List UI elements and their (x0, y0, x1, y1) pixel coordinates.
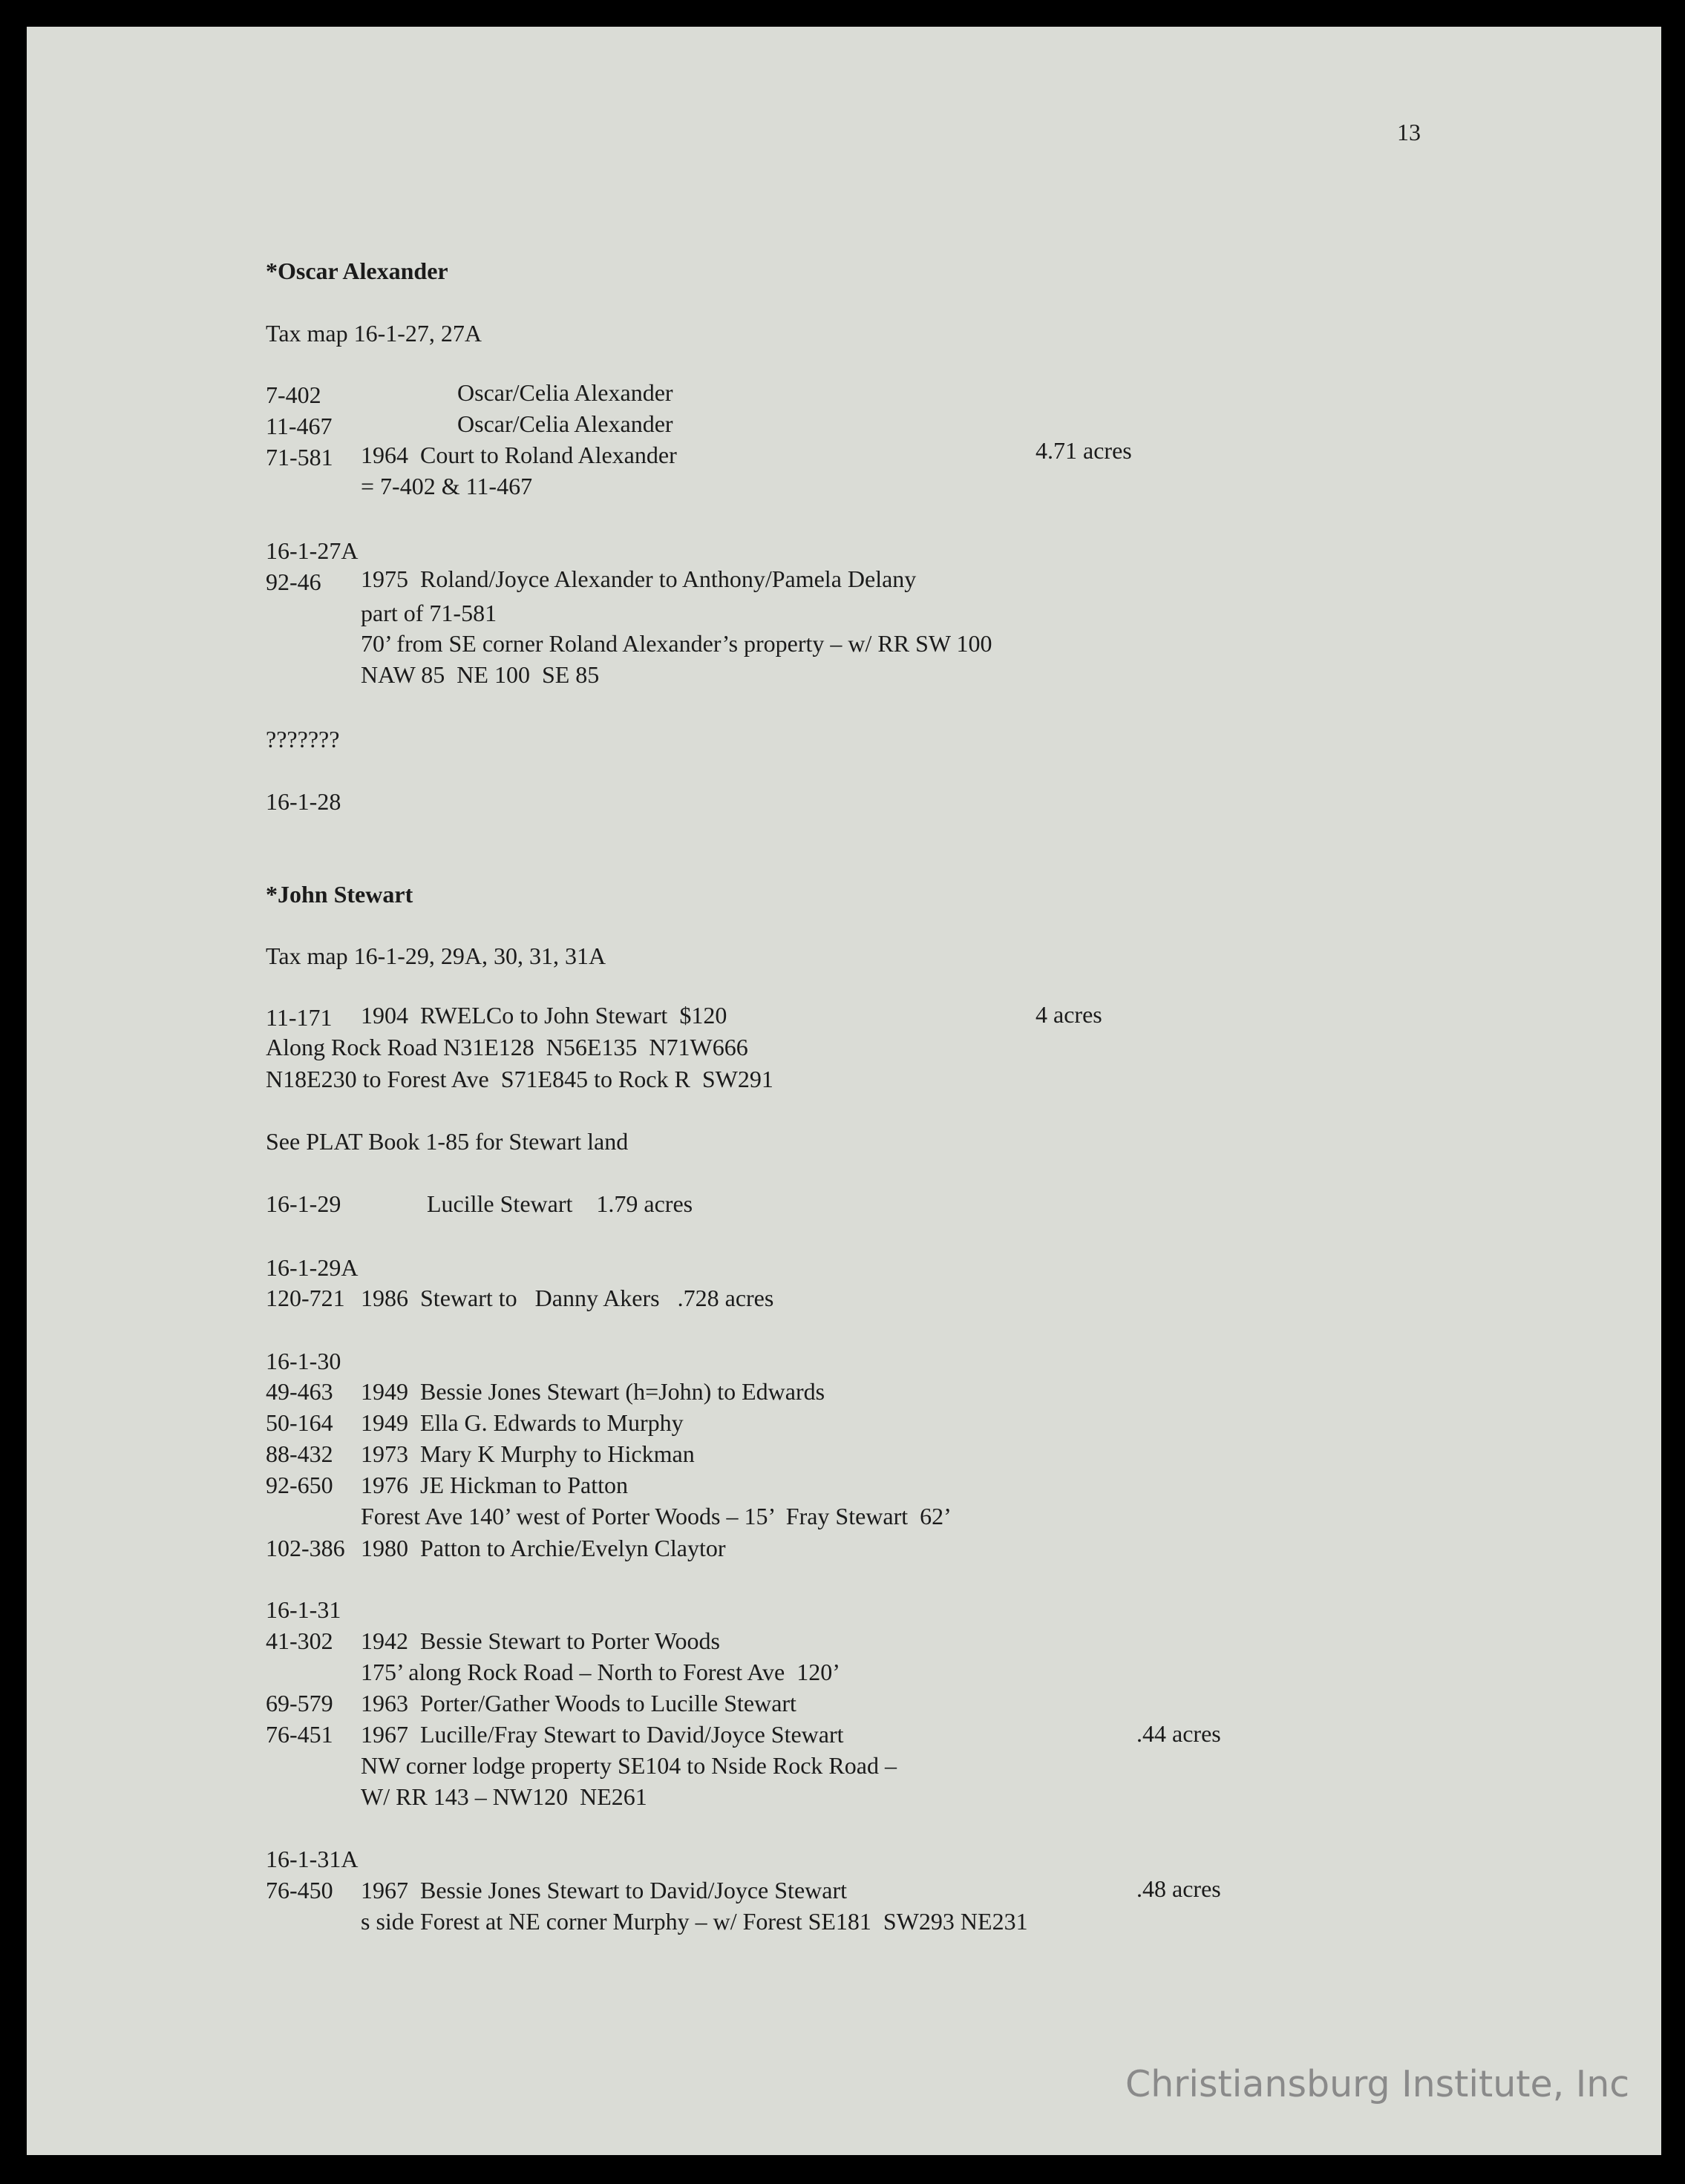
record-text: 1949 Bessie Jones Stewart (h=John) to Edwards (361, 1378, 825, 1405)
record-ref: 120-721 (266, 1285, 345, 1311)
record-continuation: NAW 85 NE 100 SE 85 (361, 661, 600, 688)
record-ref: 76-450 (266, 1877, 333, 1903)
record-text: 1942 Bessie Stewart to Porter Woods (361, 1627, 720, 1654)
parcel-id: 16-1-27A (266, 537, 359, 564)
record-text: 1976 JE Hickman to Patton (361, 1472, 628, 1498)
record-text: Oscar/Celia Alexander (457, 379, 673, 406)
section-heading-john-stewart: *John Stewart (266, 881, 413, 908)
record-ref: 11-171 (266, 1004, 333, 1031)
watermark: Christiansburg Institute, Inc (1125, 2063, 1630, 2105)
parcel-id: 16-1-30 (266, 1348, 341, 1374)
acreage: .44 acres (1136, 1720, 1221, 1747)
record-text: 1949 Ella G. Edwards to Murphy (361, 1409, 684, 1436)
record-text: 1967 Bessie Jones Stewart to David/Joyce Stewart (361, 1877, 847, 1903)
plat-note: See PLAT Book 1-85 for Stewart land (266, 1128, 629, 1155)
parcel-id: 16-1-28 (266, 788, 341, 815)
unknown-marker: ??????? (266, 726, 340, 752)
record-continuation: 175’ along Rock Road – North to Forest Ave 120’ (361, 1659, 840, 1685)
record-continuation: NW corner lodge property SE104 to Nside Rock Road – (361, 1752, 897, 1779)
parcel-id: 16-1-31 (266, 1596, 341, 1623)
parcel-id: 16-1-29A (266, 1254, 359, 1281)
tax-map-line: Tax map 16-1-29, 29A, 30, 31, 31A (266, 942, 606, 969)
record-ref: 11-467 (266, 413, 333, 439)
acreage: 4.71 acres (1035, 437, 1132, 464)
record-ref: 102-386 (266, 1535, 345, 1561)
record-text: 1986 Stewart to Danny Akers .728 acres (361, 1285, 774, 1311)
record-text: 1980 Patton to Archie/Evelyn Claytor (361, 1535, 726, 1561)
record-text: 1973 Mary K Murphy to Hickman (361, 1440, 695, 1467)
record-continuation: Forest Ave 140’ west of Porter Woods – 15’ Fray Stewart 62’ (361, 1503, 952, 1529)
record-ref: 92-650 (266, 1472, 333, 1498)
parcel-id: 16-1-29 (266, 1190, 341, 1217)
record-text: 1975 Roland/Joyce Alexander to Anthony/Pamela Delany (361, 565, 917, 592)
record-ref: 69-579 (266, 1690, 333, 1716)
record-ref: 7-402 (266, 381, 321, 408)
record-continuation: N18E230 to Forest Ave S71E845 to Rock R SW291 (266, 1066, 773, 1092)
record-ref: 92-46 (266, 568, 321, 595)
record-continuation: = 7-402 & 11-467 (361, 473, 533, 499)
acreage: 4 acres (1035, 1001, 1102, 1028)
record-text: Lucille Stewart 1.79 acres (427, 1190, 693, 1217)
record-continuation: Along Rock Road N31E128 N56E135 N71W666 (266, 1034, 748, 1060)
tax-map-line: Tax map 16-1-27, 27A (266, 320, 482, 347)
record-text: 1967 Lucille/Fray Stewart to David/Joyce Stewart (361, 1721, 844, 1748)
record-ref: 41-302 (266, 1627, 333, 1654)
record-ref: 50-164 (266, 1409, 333, 1436)
record-text: 1964 Court to Roland Alexander (361, 442, 677, 468)
record-text: 1963 Porter/Gather Woods to Lucille Stewart (361, 1690, 796, 1716)
acreage: .48 acres (1136, 1875, 1221, 1902)
record-ref: 76-451 (266, 1721, 333, 1748)
record-continuation: part of 71-581 (361, 600, 497, 626)
parcel-id: 16-1-31A (266, 1846, 359, 1872)
record-ref: 88-432 (266, 1440, 333, 1467)
record-text: Oscar/Celia Alexander (457, 410, 673, 437)
record-continuation: s side Forest at NE corner Murphy – w/ Forest SE181 SW293 NE231 (361, 1908, 1028, 1935)
record-continuation: W/ RR 143 – NW120 NE261 (361, 1783, 647, 1810)
record-continuation: 70’ from SE corner Roland Alexander’s property – w/ RR SW 100 (361, 630, 992, 657)
record-ref: 71-581 (266, 444, 333, 470)
page-number: 13 (1397, 119, 1421, 145)
section-heading-oscar-alexander: *Oscar Alexander (266, 258, 448, 284)
record-ref: 49-463 (266, 1378, 333, 1405)
record-text: 1904 RWELCo to John Stewart $120 (361, 1002, 727, 1029)
